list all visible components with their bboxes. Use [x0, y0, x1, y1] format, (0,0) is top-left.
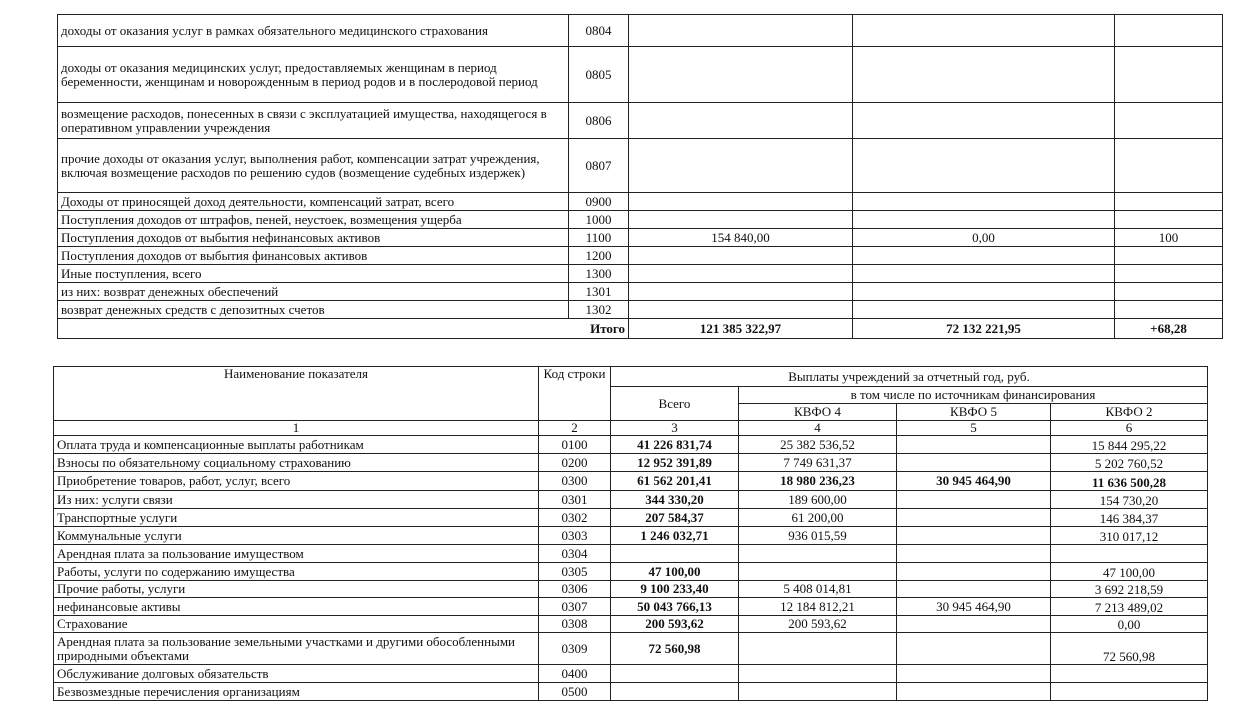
row-name: Приобретение товаров, работ, услуг, всего: [54, 472, 539, 491]
row-code: 1300: [569, 265, 629, 283]
payment-row: [54, 683, 1208, 701]
row-code: 0304: [539, 545, 611, 563]
row-total: 12 952 391,89: [611, 454, 739, 472]
row-value: [853, 139, 1115, 193]
payment-row: [54, 472, 1208, 491]
row-kvfo4: [739, 545, 897, 563]
row-kvfo5: [897, 665, 1051, 683]
col-number: 4: [739, 421, 897, 436]
header-group: Выплаты учреждений за отчетный год, руб.: [611, 367, 1208, 387]
header-kvfo5: КВФО 5: [897, 404, 1051, 421]
income-row: [58, 211, 1223, 229]
header-kvfo2: КВФО 2: [1051, 404, 1208, 421]
income-row: [58, 301, 1223, 319]
payment-row: [54, 491, 1208, 509]
row-kvfo2: 15 844 295,22: [1051, 436, 1208, 454]
row-kvfo4: 5 408 014,81: [739, 581, 897, 598]
payments-table: [53, 366, 1208, 701]
row-kvfo4: [739, 683, 897, 701]
income-row: [58, 139, 1223, 193]
income-row: [58, 47, 1223, 103]
row-code: 0500: [539, 683, 611, 701]
row-kvfo2: 72 560,98: [1051, 633, 1208, 665]
row-name: Безвозмездные перечисления организациям: [54, 683, 539, 701]
payment-row: [54, 563, 1208, 581]
row-kvfo5: [897, 527, 1051, 545]
payment-row: [54, 633, 1208, 665]
row-value: [1115, 301, 1223, 319]
payment-row: [54, 509, 1208, 527]
row-kvfo5: [897, 491, 1051, 509]
payment-row: [54, 454, 1208, 472]
row-value: [1115, 193, 1223, 211]
row-kvfo2: 11 636 500,28: [1051, 472, 1208, 491]
row-kvfo5: [897, 563, 1051, 581]
row-value: 100: [1115, 229, 1223, 247]
row-name: Доходы от приносящей доход деятельности, компенсаций затрат, всего: [58, 193, 569, 211]
row-code: 1100: [569, 229, 629, 247]
income-row: [58, 247, 1223, 265]
row-value: [1115, 139, 1223, 193]
row-name: Оплата труда и компенсационные выплаты работникам: [54, 436, 539, 454]
row-value: [853, 15, 1115, 47]
row-kvfo4: [739, 665, 897, 683]
row-total: [629, 193, 853, 211]
row-kvfo2: 146 384,37: [1051, 509, 1208, 527]
row-total: 1 246 032,71: [611, 527, 739, 545]
row-kvfo4: [739, 633, 897, 665]
income-row: [58, 103, 1223, 139]
row-total: 154 840,00: [629, 229, 853, 247]
col-number: 6: [1051, 421, 1208, 436]
row-code: 0307: [539, 598, 611, 616]
row-code: 0806: [569, 103, 629, 139]
row-kvfo5: [897, 509, 1051, 527]
total-value: 72 132 221,95: [853, 319, 1115, 339]
row-value: [853, 211, 1115, 229]
payment-row: [54, 527, 1208, 545]
payment-row: [54, 581, 1208, 598]
row-kvfo5: 30 945 464,90: [897, 472, 1051, 491]
income-row: [58, 193, 1223, 211]
row-name: Страхование: [54, 616, 539, 633]
row-value: [853, 47, 1115, 103]
row-kvfo4: 200 593,62: [739, 616, 897, 633]
row-total: 61 562 201,41: [611, 472, 739, 491]
row-total: [629, 47, 853, 103]
row-value: [853, 283, 1115, 301]
row-name: Коммунальные услуги: [54, 527, 539, 545]
row-name: возврат денежных средств с депозитных счетов: [58, 301, 569, 319]
row-kvfo5: 30 945 464,90: [897, 598, 1051, 616]
row-total: [629, 265, 853, 283]
row-kvfo4: 18 980 236,23: [739, 472, 897, 491]
header-code: Код строки: [539, 367, 611, 421]
row-total: 344 330,20: [611, 491, 739, 509]
total-label: Итого: [58, 319, 629, 339]
payment-row: [54, 598, 1208, 616]
row-name: Арендная плата за пользование имуществом: [54, 545, 539, 563]
row-value: [1115, 247, 1223, 265]
income-row: [58, 265, 1223, 283]
row-code: 1000: [569, 211, 629, 229]
row-kvfo5: [897, 581, 1051, 598]
row-kvfo4: [739, 563, 897, 581]
col-number: 2: [539, 421, 611, 436]
total-value: +68,28: [1115, 319, 1223, 339]
income-row: [58, 283, 1223, 301]
row-name: из них: возврат денежных обеспечений: [58, 283, 569, 301]
row-name: доходы от оказания услуг в рамках обязательного медицинского страхования: [58, 15, 569, 47]
row-code: 0308: [539, 616, 611, 633]
row-kvfo4: 7 749 631,37: [739, 454, 897, 472]
row-total: [611, 665, 739, 683]
row-value: 0,00: [853, 229, 1115, 247]
income-row: [58, 15, 1223, 47]
row-code: 1200: [569, 247, 629, 265]
row-code: 0400: [539, 665, 611, 683]
row-value: [1115, 265, 1223, 283]
row-name: Работы, услуги по содержанию имущества: [54, 563, 539, 581]
row-value: [1115, 103, 1223, 139]
row-name: Транспортные услуги: [54, 509, 539, 527]
income-total-row: [58, 319, 1223, 339]
col-number: 5: [897, 421, 1051, 436]
row-kvfo5: [897, 454, 1051, 472]
row-name: Поступления доходов от выбытия нефинансовых активов: [58, 229, 569, 247]
row-total: [629, 15, 853, 47]
payment-row: [54, 616, 1208, 633]
row-code: 0805: [569, 47, 629, 103]
row-value: [853, 247, 1115, 265]
row-total: [629, 301, 853, 319]
row-value: [853, 265, 1115, 283]
row-name: Поступления доходов от штрафов, пеней, неустоек, возмещения ущерба: [58, 211, 569, 229]
row-code: 0200: [539, 454, 611, 472]
col-number: 1: [54, 421, 539, 436]
row-code: 1302: [569, 301, 629, 319]
row-kvfo4: 12 184 812,21: [739, 598, 897, 616]
header-name: Наименование показателя: [54, 367, 539, 421]
row-total: [611, 545, 739, 563]
row-kvfo5: [897, 545, 1051, 563]
row-kvfo2: 310 017,12: [1051, 527, 1208, 545]
row-name: Из них: услуги связи: [54, 491, 539, 509]
header-kvfo4: КВФО 4: [739, 404, 897, 421]
payment-row: [54, 665, 1208, 683]
row-kvfo4: 61 200,00: [739, 509, 897, 527]
row-code: 0900: [569, 193, 629, 211]
payment-row: [54, 436, 1208, 454]
row-kvfo5: [897, 633, 1051, 665]
row-code: 0309: [539, 633, 611, 665]
row-total: [611, 683, 739, 701]
row-value: [853, 193, 1115, 211]
row-name: Арендная плата за пользование земельными участками и другими обособленными природными объектами: [54, 633, 539, 665]
row-total: 72 560,98: [611, 633, 739, 665]
row-value: [1115, 211, 1223, 229]
row-name: возмещение расходов, понесенных в связи с эксплуатацией имущества, находящегося в оперативном управлении учреждения: [58, 103, 569, 139]
row-kvfo5: [897, 683, 1051, 701]
row-name: нефинансовые активы: [54, 598, 539, 616]
row-kvfo5: [897, 616, 1051, 633]
row-value: [1115, 283, 1223, 301]
row-kvfo2: [1051, 665, 1208, 683]
row-kvfo2: 5 202 760,52: [1051, 454, 1208, 472]
row-total: [629, 139, 853, 193]
row-code: 0807: [569, 139, 629, 193]
row-name: Иные поступления, всего: [58, 265, 569, 283]
row-name: Взносы по обязательному социальному страхованию: [54, 454, 539, 472]
header-sources: в том числе по источникам финансирования: [739, 387, 1208, 404]
row-kvfo2: 0,00: [1051, 616, 1208, 633]
row-kvfo4: 189 600,00: [739, 491, 897, 509]
row-value: [1115, 15, 1223, 47]
row-total: [629, 211, 853, 229]
row-total: 41 226 831,74: [611, 436, 739, 454]
income-table: [57, 14, 1223, 339]
total-sum: 121 385 322,97: [629, 319, 853, 339]
row-code: 0100: [539, 436, 611, 454]
row-total: [629, 247, 853, 265]
row-name: Обслуживание долговых обязательств: [54, 665, 539, 683]
row-total: 9 100 233,40: [611, 581, 739, 598]
header-total: Всего: [611, 387, 739, 421]
row-name: прочие доходы от оказания услуг, выполнения работ, компенсации затрат учреждения, включая возмещение расходов по решению судов (возмещение судебных издержек): [58, 139, 569, 193]
row-total: [629, 283, 853, 301]
income-row: [58, 229, 1223, 247]
row-value: [853, 301, 1115, 319]
row-kvfo4: 25 382 536,52: [739, 436, 897, 454]
row-code: 1301: [569, 283, 629, 301]
row-code: 0303: [539, 527, 611, 545]
row-code: 0305: [539, 563, 611, 581]
row-kvfo2: [1051, 545, 1208, 563]
row-kvfo2: [1051, 683, 1208, 701]
row-name: Поступления доходов от выбытия финансовых активов: [58, 247, 569, 265]
row-total: 47 100,00: [611, 563, 739, 581]
row-total: 200 593,62: [611, 616, 739, 633]
row-total: 207 584,37: [611, 509, 739, 527]
row-code: 0300: [539, 472, 611, 491]
row-kvfo2: 7 213 489,02: [1051, 598, 1208, 616]
row-code: 0301: [539, 491, 611, 509]
row-kvfo2: 3 692 218,59: [1051, 581, 1208, 598]
row-kvfo4: 936 015,59: [739, 527, 897, 545]
row-code: 0804: [569, 15, 629, 47]
row-kvfo2: 47 100,00: [1051, 563, 1208, 581]
row-code: 0302: [539, 509, 611, 527]
row-kvfo5: [897, 436, 1051, 454]
row-name: Прочие работы, услуги: [54, 581, 539, 598]
row-total: 50 043 766,13: [611, 598, 739, 616]
row-kvfo2: 154 730,20: [1051, 491, 1208, 509]
payment-row: [54, 545, 1208, 563]
col-number: 3: [611, 421, 739, 436]
row-value: [1115, 47, 1223, 103]
row-total: [629, 103, 853, 139]
row-code: 0306: [539, 581, 611, 598]
row-name: доходы от оказания медицинских услуг, предоставляемых женщинам в период беременности, женщинам и новорожденным в период родов и в послеродовой период: [58, 47, 569, 103]
row-value: [853, 103, 1115, 139]
